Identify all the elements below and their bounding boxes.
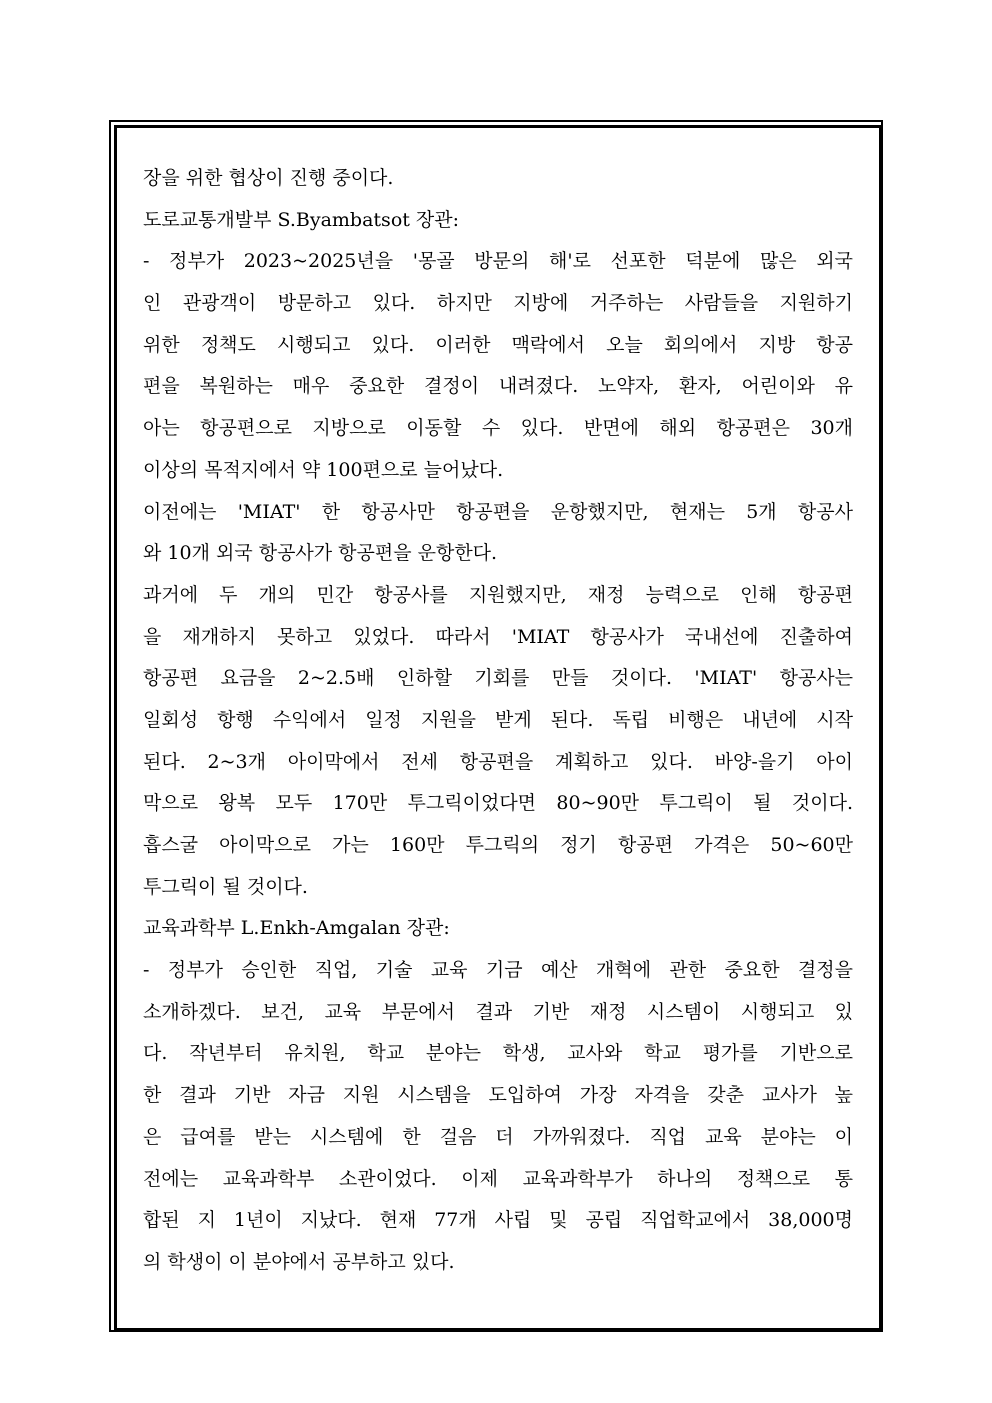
text-line: 장을 위한 협상이 진행 중이다.	[143, 167, 394, 189]
text-line: 한 결과 기반 자금 지원 시스템을 도입하여 가장 자격을 갖춘 교사가 높	[143, 1084, 853, 1107]
text-line: 와 10개 외국 항공사가 항공편을 운항한다.	[143, 542, 498, 565]
text-line: 이상의 목적지에서 약 100편으로 늘어났다.	[143, 458, 504, 481]
text-line: 막으로 왕복 모두 170만 투그릭이었다면 80~90만 투그릭이 될 것이다.	[143, 792, 853, 815]
text-line: 된다. 2~3개 아이막에서 전세 항공편을 계획하고 있다. 바양-을기 아이	[143, 750, 853, 773]
text-line: 과거에 두 개의 민간 항공사를 지원했지만, 재정 능력으로 인해 항공편	[143, 583, 853, 606]
text-line: 도로교통개발부 S.Byambatsot 장관:	[143, 208, 460, 231]
text-line: 다. 작년부터 유치원, 학교 분야는 학생, 교사와 학교 평가를 기반으로	[143, 1042, 853, 1065]
text-line: 이전에는 'MIAT' 한 항공사만 항공편을 운항했지만, 현재는 5개 항공사	[143, 500, 853, 523]
text-line: - 정부가 2023~2025년을 '몽골 방문의 해'로 선포한 덕분에 많은 외국	[143, 250, 853, 273]
text-line: 아는 항공편으로 지방으로 이동할 수 있다. 반면에 해외 항공편은 30개	[143, 417, 853, 440]
text-line: 위한 정책도 시행되고 있다. 이러한 맥락에서 오늘 회의에서 지방 항공	[143, 333, 853, 356]
text-line: 교육과학부 L.Enkh-Amgalan 장관:	[143, 917, 450, 940]
text-line: 을 재개하지 못하고 있었다. 따라서 'MIAT 항공사가 국내선에 진출하여	[143, 625, 853, 648]
text-line: 의 학생이 이 분야에서 공부하고 있다.	[143, 1250, 455, 1273]
text-line: 흡스굴 아이막으로 가는 160만 투그릭의 정기 항공편 가격은 50~60만	[143, 834, 853, 856]
text-line: 항공편 요금을 2~2.5배 인하할 기회를 만들 것이다. 'MIAT' 항공사는	[143, 667, 853, 690]
text-line: 일회성 항행 수익에서 일정 지원을 받게 된다. 독립 비행은 내년에 시작	[143, 708, 853, 731]
text-line: 은 급여를 받는 시스템에 한 걸음 더 가까워졌다. 직업 교육 분야는 이	[143, 1125, 853, 1148]
text-line: 소개하겠다. 보건, 교육 부문에서 결과 기반 재정 시스템이 시행되고 있	[143, 1000, 853, 1023]
text-line: - 정부가 승인한 직업, 기술 교육 기금 예산 개혁에 관한 중요한 결정을	[143, 959, 853, 982]
text-line: 인 관광객이 방문하고 있다. 하지만 지방에 거주하는 사람들을 지원하기	[143, 292, 853, 315]
text-line: 합된 지 1년이 지났다. 현재 77개 사립 및 공립 직업학교에서 38,000명	[143, 1209, 853, 1232]
text-line: 전에는 교육과학부 소관이었다. 이제 교육과학부가 하나의 정책으로 통	[143, 1167, 853, 1190]
document-body	[143, 160, 853, 1286]
text-line: 투그릭이 될 것이다.	[143, 875, 308, 898]
text-line: 편을 복원하는 매우 중요한 결정이 내려졌다. 노약자, 환자, 어린이와 유	[143, 375, 853, 398]
